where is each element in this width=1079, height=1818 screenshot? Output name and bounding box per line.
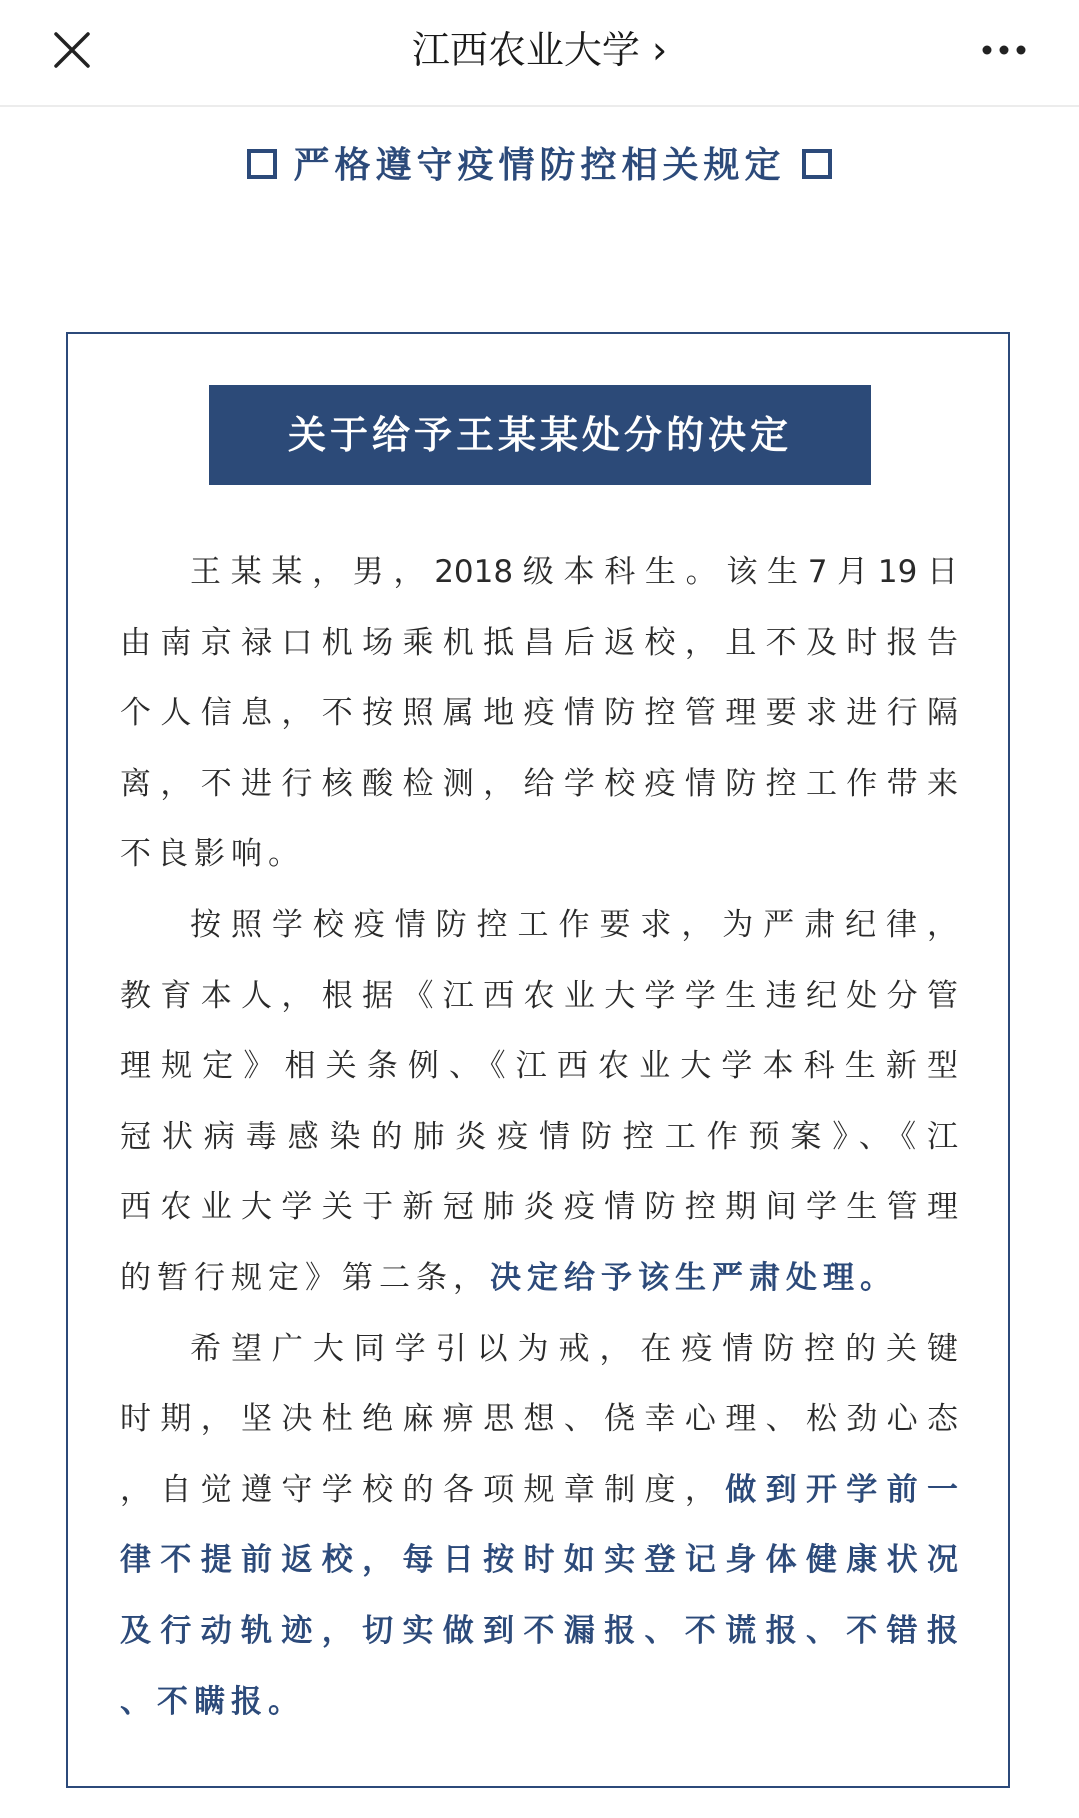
paragraph-2-line bbox=[120, 1243, 958, 1314]
paragraph-3-line bbox=[120, 1596, 958, 1667]
body-text: 时期，坚决杜绝麻痹思想、侥幸心理、松劲心态 bbox=[120, 1401, 958, 1438]
emphasis-text: 律不提前返校，每日按时如实登记身体健康状况 bbox=[120, 1542, 958, 1579]
notice-body bbox=[120, 537, 958, 1737]
emphasis-text: 、不瞒报。 bbox=[120, 1683, 305, 1720]
paragraph-1-line bbox=[120, 608, 958, 679]
paragraph-3-line bbox=[120, 1384, 958, 1455]
section-heading-text: 严格遵守疫情防控相关规定 bbox=[293, 145, 786, 186]
body-text: 离，不进行核酸检测，给学校疫情防控工作带来 bbox=[120, 765, 958, 802]
emphasis-text: 决定给予该生严肃处理。 bbox=[490, 1259, 897, 1296]
body-text: 个人信息，不按照属地疫情防控管理要求进行隔 bbox=[120, 695, 958, 732]
body-text: ，自觉遵守学校的各项规章制度， bbox=[120, 1471, 726, 1508]
paragraph-2-line bbox=[120, 1102, 958, 1173]
paragraph-1-line bbox=[120, 749, 958, 820]
account-title-link[interactable]: 江西农业大学 › bbox=[411, 28, 668, 72]
paragraph-2-line bbox=[120, 961, 958, 1032]
paragraph-3-line bbox=[120, 1667, 958, 1738]
section-heading bbox=[0, 138, 1079, 194]
square-icon bbox=[247, 149, 277, 179]
body-text: 王某某，男，2018级本科生。该生7月19日 bbox=[190, 554, 958, 590]
emphasis-text: 及行动轨迹，切实做到不漏报、不谎报、不错报 bbox=[120, 1612, 958, 1649]
more-dots-icon bbox=[979, 30, 1029, 70]
paragraph-2-line bbox=[120, 1031, 958, 1102]
body-text: 冠状病毒感染的肺炎疫情防控工作预案》、《江 bbox=[120, 1118, 958, 1155]
body-text: 理规定》相关条例、《江西农业大学本科生新型 bbox=[120, 1048, 958, 1085]
paragraph-1-line bbox=[120, 537, 958, 608]
emphasis-text: 做到开学前一 bbox=[725, 1471, 958, 1508]
body-text: 按照学校疫情防控工作要求，为严肃纪律， bbox=[190, 906, 958, 943]
body-text: 的暂行规定》第二条， bbox=[120, 1259, 490, 1296]
paragraph-1-line bbox=[120, 678, 958, 749]
body-text: 由南京禄口机场乘机抵昌后返校，且不及时报告 bbox=[120, 624, 958, 661]
paragraph-1-line bbox=[120, 819, 958, 890]
paragraph-3-line bbox=[120, 1314, 958, 1385]
paragraph-2-line bbox=[120, 1172, 958, 1243]
body-text: 希望广大同学引以为戒，在疫情防控的关键 bbox=[190, 1330, 958, 1367]
body-text: 教育本人，根据《江西农业大学学生违纪处分管 bbox=[120, 977, 958, 1014]
square-icon bbox=[802, 149, 832, 179]
paragraph-3-line bbox=[120, 1525, 958, 1596]
top-bar bbox=[0, 0, 1079, 107]
body-text: 西农业大学关于新冠肺炎疫情防控期间学生管理 bbox=[120, 1189, 958, 1226]
paragraph-3-line bbox=[120, 1455, 958, 1526]
more-button[interactable] bbox=[979, 30, 1029, 70]
body-text: 不良影响。 bbox=[120, 836, 305, 873]
paragraph-2-line bbox=[120, 890, 958, 961]
notice-title-banner: 关于给予王某某处分的决定 bbox=[209, 385, 871, 485]
